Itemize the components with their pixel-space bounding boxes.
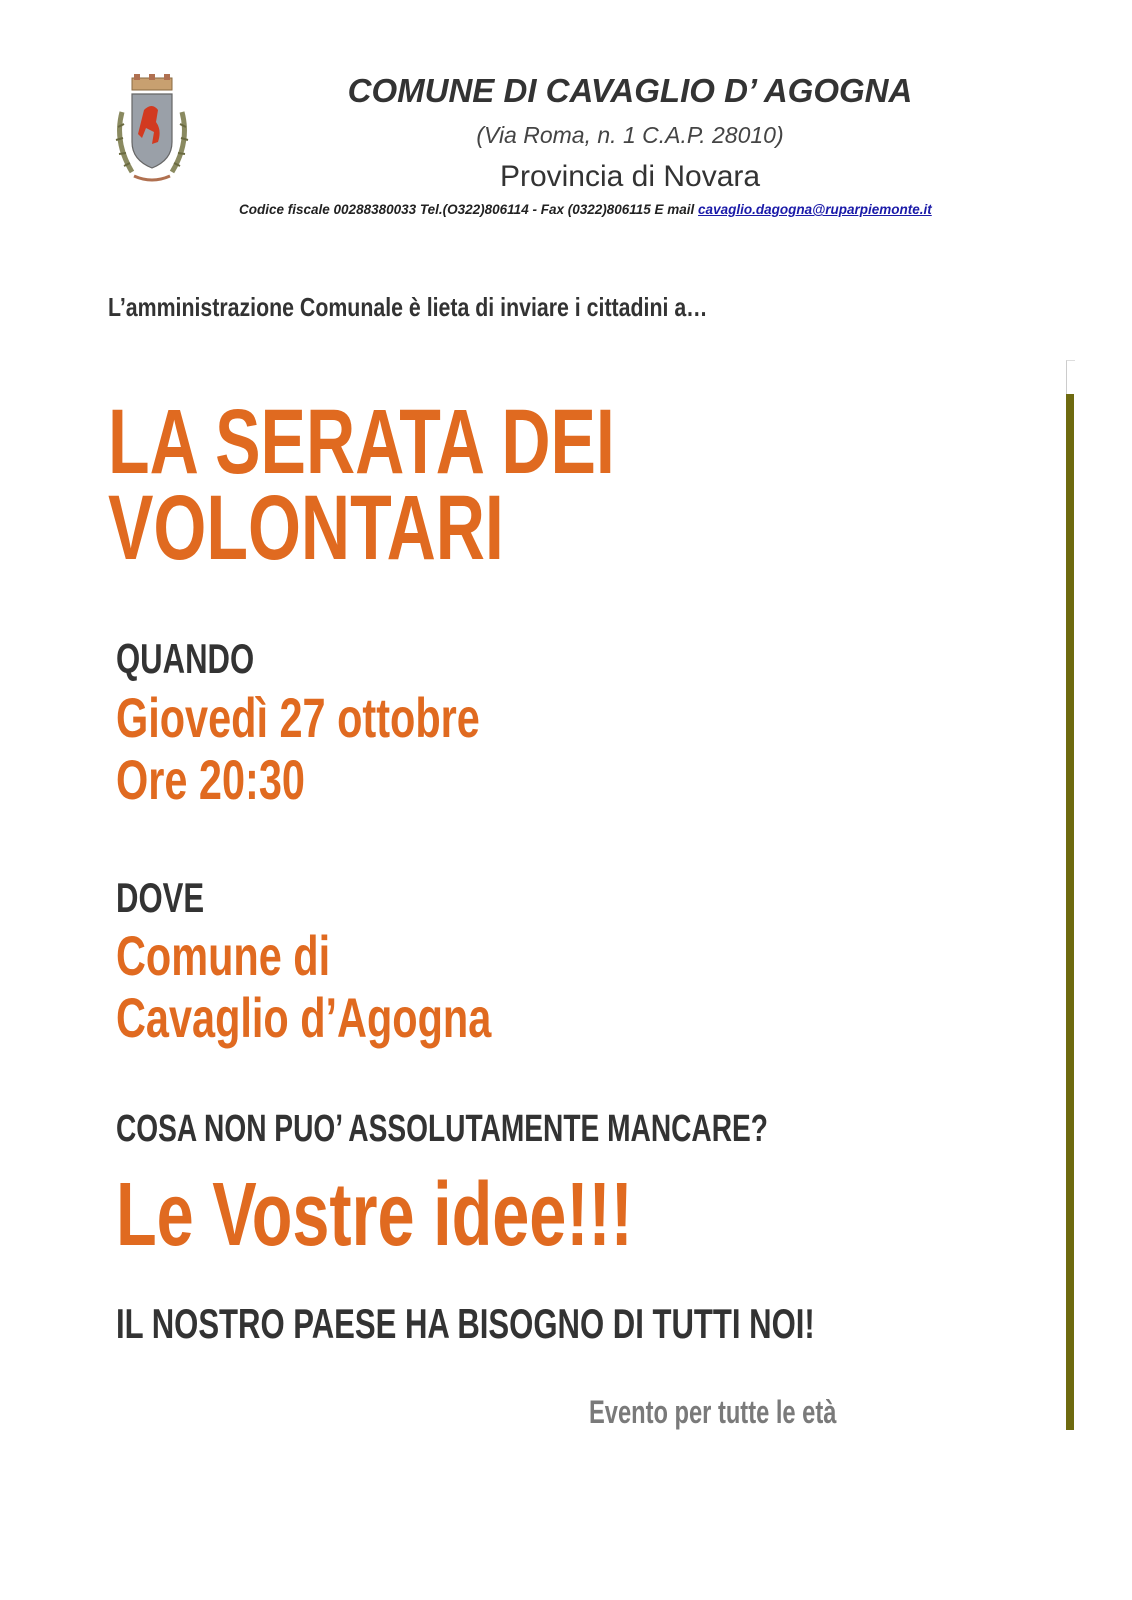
event-title-line1: LA SERATA DEI [108, 391, 615, 493]
event-time: Ore 20:30 [116, 748, 305, 811]
contact-codes-text: Codice fiscale 00288380033 Tel.(O322)806114 - Fax (0322)806115 E mail [239, 202, 699, 217]
coat-of-arms-icon [108, 72, 196, 190]
province-name: Provincia di Novara [499, 160, 761, 193]
municipality-title: COMUNE DI CAVAGLIO D’ AGOGNA [347, 72, 913, 109]
answer-heading: Le Vostre idee!!! [116, 1165, 633, 1265]
email-link[interactable]: cavaglio.dagogna@ruparpiemonte.it [698, 202, 932, 217]
when-label: QUANDO [116, 635, 255, 682]
footer-note: Evento per tutte le età [589, 1394, 837, 1430]
event-title-line2: VOLONTARI [108, 477, 504, 579]
where-label: DOVE [116, 874, 205, 921]
municipality-address: (Via Roma, n. 1 C.A.P. 28010) [476, 122, 784, 148]
slogan: IL NOSTRO PAESE HA BISOGNO DI TUTTI NOI! [116, 1300, 815, 1347]
question-heading: COSA NON PUO’ ASSOLUTAMENTE MANCARE? [116, 1108, 768, 1150]
sidebar-bar-cap [1066, 360, 1075, 395]
event-date: Giovedì 27 ottobre [116, 686, 480, 749]
sidebar-bar [1066, 394, 1074, 1430]
venue-line2: Cavaglio d’Agogna [116, 986, 492, 1049]
venue-line1: Comune di [116, 924, 331, 987]
contact-codes [239, 202, 1019, 217]
intro-text: L’amministrazione Comunale è lieta di inviare i cittadini a… [108, 292, 708, 322]
